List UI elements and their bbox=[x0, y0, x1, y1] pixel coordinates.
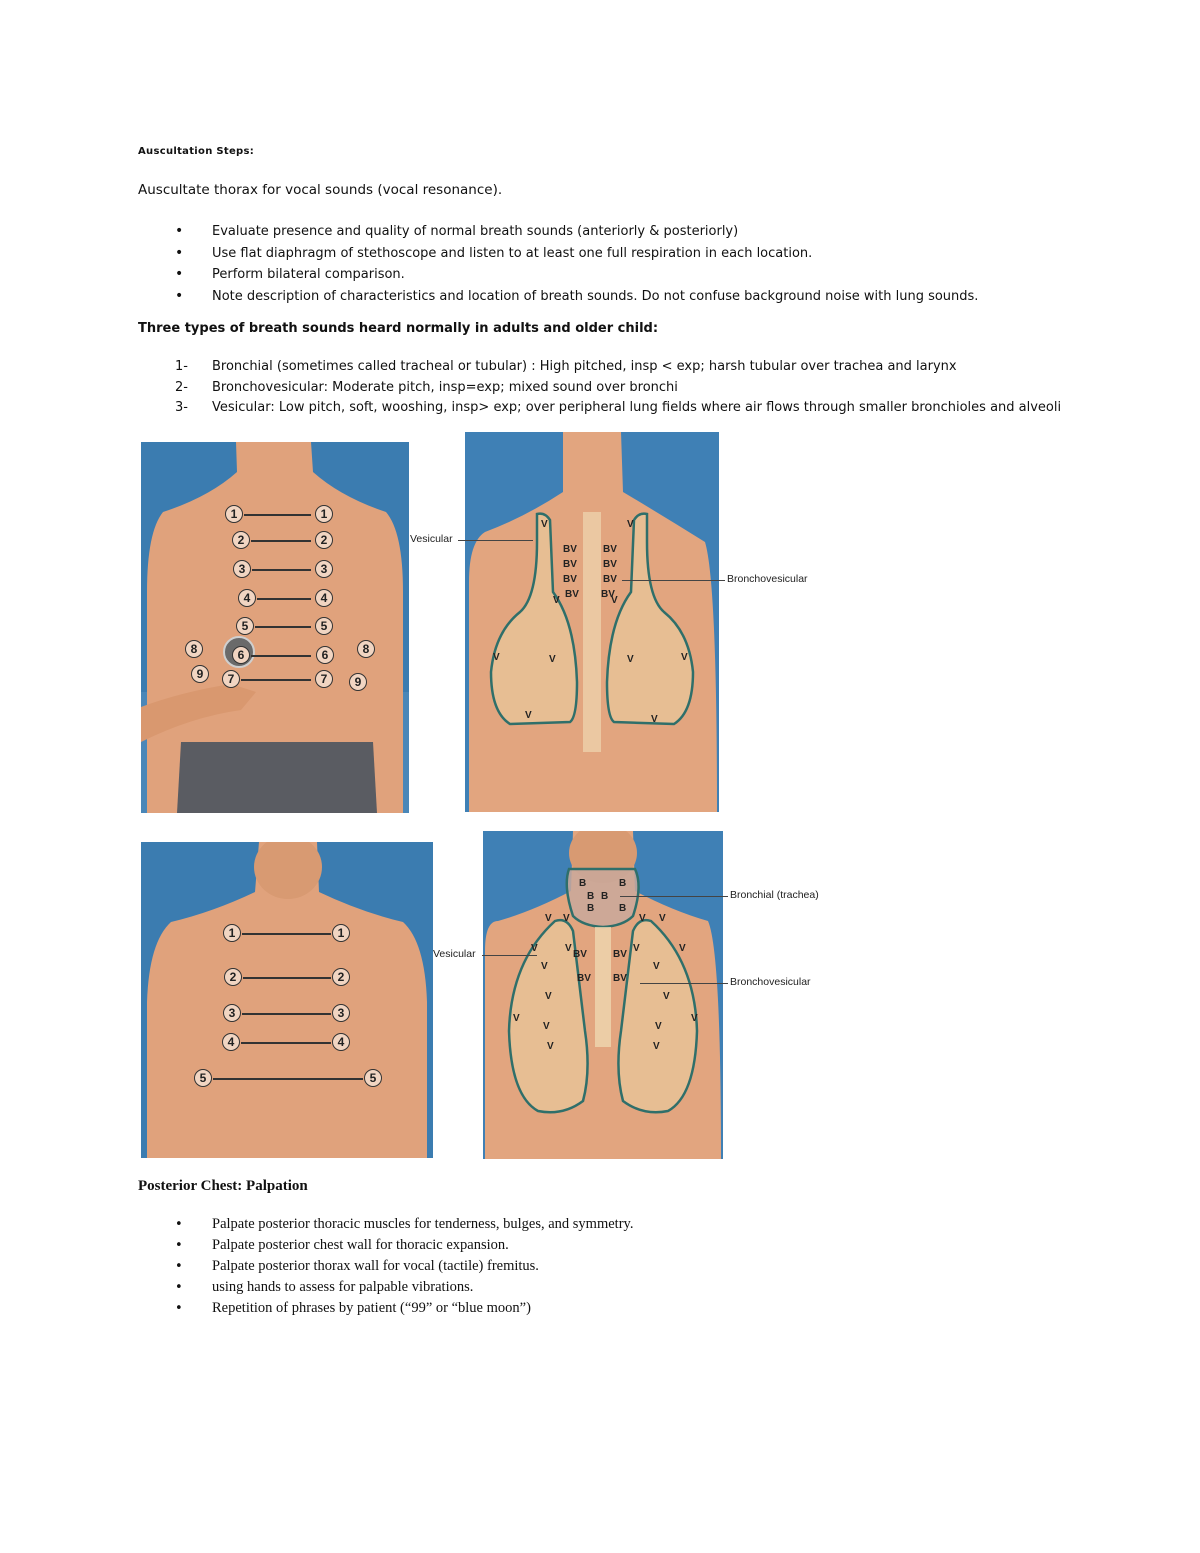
list-text: Bronchovesicular: Moderate pitch, insp=exp; mixed sound over bronchi bbox=[212, 379, 678, 395]
palpation-heading: Posterior Chest: Palpation bbox=[138, 1178, 308, 1194]
list-item: • Palpate posterior thoracic muscles for tenderness, bulges, and symmetry. bbox=[175, 1214, 633, 1235]
zone-mark: V bbox=[565, 943, 572, 954]
step-marker: 5 bbox=[364, 1069, 382, 1087]
step-marker: 4 bbox=[315, 589, 333, 607]
step-marker: 2 bbox=[224, 968, 242, 986]
zone-mark: V bbox=[639, 913, 646, 924]
arrow-line bbox=[251, 540, 311, 542]
step-marker: 1 bbox=[225, 505, 243, 523]
breath-sound-types-heading: Three types of breath sounds heard normally in adults and older child: bbox=[138, 321, 659, 336]
leader-line bbox=[482, 955, 537, 956]
vesicular-label: Vesicular bbox=[410, 533, 453, 545]
posterior-auscultation-sequence-figure bbox=[141, 442, 409, 813]
list-item: • Note description of characteristics and location of breath sounds. Do not confuse background noise with lung sounds. bbox=[175, 286, 978, 308]
step-marker: 3 bbox=[223, 1004, 241, 1022]
step-marker: 1 bbox=[315, 505, 333, 523]
step-marker: 8 bbox=[185, 640, 203, 658]
step-marker: 3 bbox=[332, 1004, 350, 1022]
arrow-line bbox=[251, 655, 311, 657]
zone-mark: V bbox=[513, 1013, 520, 1024]
zone-mark: V bbox=[531, 943, 538, 954]
leader-line bbox=[458, 540, 533, 541]
anterior-breath-sound-zones-figure bbox=[483, 831, 723, 1159]
bronchovesicular-label: Bronchovesicular bbox=[730, 976, 811, 988]
leader-line bbox=[640, 983, 728, 984]
list-item bbox=[175, 378, 1061, 399]
zone-mark: B bbox=[587, 891, 595, 902]
bronchovesicular-label: Bronchovesicular bbox=[727, 573, 808, 585]
arrow-line bbox=[252, 569, 311, 571]
zone-mark: BV bbox=[613, 973, 627, 984]
zone-mark: B bbox=[619, 878, 627, 889]
zone-mark: V bbox=[659, 913, 666, 924]
step-marker: 6 bbox=[232, 646, 250, 664]
zone-mark: V bbox=[651, 714, 658, 725]
list-number: 2- bbox=[175, 379, 188, 395]
step-marker: 6 bbox=[316, 646, 334, 664]
palpation-bullet-list bbox=[175, 1214, 633, 1319]
zone-mark: V bbox=[553, 595, 560, 606]
anterior-auscultation-sequence-figure bbox=[141, 842, 433, 1158]
list-item: • Perform bilateral comparison. bbox=[175, 264, 978, 286]
zone-mark: BV bbox=[601, 589, 615, 600]
zone-mark: V bbox=[663, 991, 670, 1002]
zone-mark: V bbox=[655, 1021, 662, 1032]
step-marker: 1 bbox=[223, 924, 241, 942]
zone-mark: BV bbox=[563, 544, 577, 555]
bronchial-trachea-label: Bronchial (trachea) bbox=[730, 889, 819, 901]
list-item: • Palpate posterior chest wall for thoracic expansion. bbox=[175, 1235, 633, 1256]
arrow-line bbox=[255, 626, 311, 628]
arrow-line bbox=[213, 1078, 363, 1080]
zone-mark: V bbox=[653, 961, 660, 972]
step-marker: 4 bbox=[332, 1033, 350, 1051]
zone-mark: V bbox=[549, 654, 556, 665]
step-marker: 2 bbox=[332, 968, 350, 986]
leader-line bbox=[620, 896, 728, 897]
zone-mark: V bbox=[691, 1013, 698, 1024]
list-item bbox=[175, 398, 1061, 419]
arrow-line bbox=[241, 679, 311, 681]
step-marker: 3 bbox=[233, 560, 251, 578]
zone-mark: V bbox=[525, 710, 532, 721]
zone-mark: V bbox=[545, 913, 552, 924]
zone-mark: BV bbox=[577, 973, 591, 984]
step-marker: 5 bbox=[315, 617, 333, 635]
zone-mark: BV bbox=[613, 949, 627, 960]
zone-mark: B bbox=[601, 891, 609, 902]
step-marker: 5 bbox=[194, 1069, 212, 1087]
step-marker: 9 bbox=[191, 665, 209, 683]
zone-mark: BV bbox=[573, 949, 587, 960]
zone-mark: V bbox=[653, 1041, 660, 1052]
arrow-line bbox=[242, 1013, 331, 1015]
list-item: • Use flat diaphragm of stethoscope and listen to at least one full respiration in each location. bbox=[175, 243, 978, 265]
zone-mark: B bbox=[587, 903, 595, 914]
zone-mark: B bbox=[619, 903, 627, 914]
zone-mark: BV bbox=[565, 589, 579, 600]
list-item bbox=[175, 357, 1061, 378]
zone-mark: BV bbox=[603, 544, 617, 555]
zone-mark: V bbox=[611, 595, 618, 606]
step-marker: 1 bbox=[332, 924, 350, 942]
zone-mark: BV bbox=[603, 574, 617, 585]
zone-mark: V bbox=[627, 519, 634, 530]
step-marker: 7 bbox=[315, 670, 333, 688]
list-number: 3- bbox=[175, 400, 188, 415]
vesicular-label: Vesicular bbox=[433, 948, 476, 960]
zone-mark: V bbox=[681, 652, 688, 663]
step-marker: 3 bbox=[315, 560, 333, 578]
zone-mark: V bbox=[563, 913, 570, 924]
zone-mark: V bbox=[545, 991, 552, 1002]
list-item: • using hands to assess for palpable vibrations. bbox=[175, 1277, 633, 1298]
list-item: • Palpate posterior thorax wall for vocal (tactile) fremitus. bbox=[175, 1256, 633, 1277]
zone-mark: BV bbox=[563, 559, 577, 570]
list-text: Bronchial (sometimes called tracheal or tubular) : High pitched, insp < exp; harsh tubular over trachea and larynx bbox=[212, 359, 957, 374]
step-marker: 4 bbox=[238, 589, 256, 607]
list-number: 1- bbox=[175, 359, 188, 374]
breath-sound-types-list bbox=[175, 357, 1061, 419]
step-marker: 2 bbox=[315, 531, 333, 549]
arrow-line bbox=[241, 1042, 331, 1044]
list-item: • Evaluate presence and quality of normal breath sounds (anteriorly & posteriorly) bbox=[175, 221, 978, 243]
arrow-line bbox=[243, 977, 331, 979]
zone-mark: B bbox=[579, 878, 587, 889]
list-text: Vesicular: Low pitch, soft, wooshing, insp> exp; over peripheral lung fields where air flows through smaller bronchioles and alveoli bbox=[212, 400, 1062, 415]
zone-mark: V bbox=[679, 943, 686, 954]
zone-mark: BV bbox=[563, 574, 577, 585]
zone-mark: V bbox=[541, 961, 548, 972]
leader-line bbox=[622, 580, 725, 581]
zone-mark: V bbox=[547, 1041, 554, 1052]
step-marker: 5 bbox=[236, 617, 254, 635]
zone-mark: V bbox=[543, 1021, 550, 1032]
step-marker: 4 bbox=[222, 1033, 240, 1051]
auscultation-bullet-list bbox=[175, 221, 978, 307]
auscultation-heading: Auscultation Steps: bbox=[138, 146, 255, 157]
zone-mark: V bbox=[493, 652, 500, 663]
posterior-breath-sound-zones-figure bbox=[465, 432, 719, 812]
zone-mark: V bbox=[633, 943, 640, 954]
auscultation-intro: Auscultate thorax for vocal sounds (vocal resonance). bbox=[138, 182, 503, 198]
step-marker: 8 bbox=[357, 640, 375, 658]
step-marker: 9 bbox=[349, 673, 367, 691]
arrow-line bbox=[244, 514, 311, 516]
step-marker: 2 bbox=[232, 531, 250, 549]
zone-mark: V bbox=[541, 519, 548, 530]
zone-mark: V bbox=[627, 654, 634, 665]
zone-mark: BV bbox=[603, 559, 617, 570]
arrow-line bbox=[257, 598, 311, 600]
list-item: • Repetition of phrases by patient (“99” or “blue moon”) bbox=[175, 1298, 633, 1319]
arrow-line bbox=[242, 933, 331, 935]
step-marker: 7 bbox=[222, 670, 240, 688]
